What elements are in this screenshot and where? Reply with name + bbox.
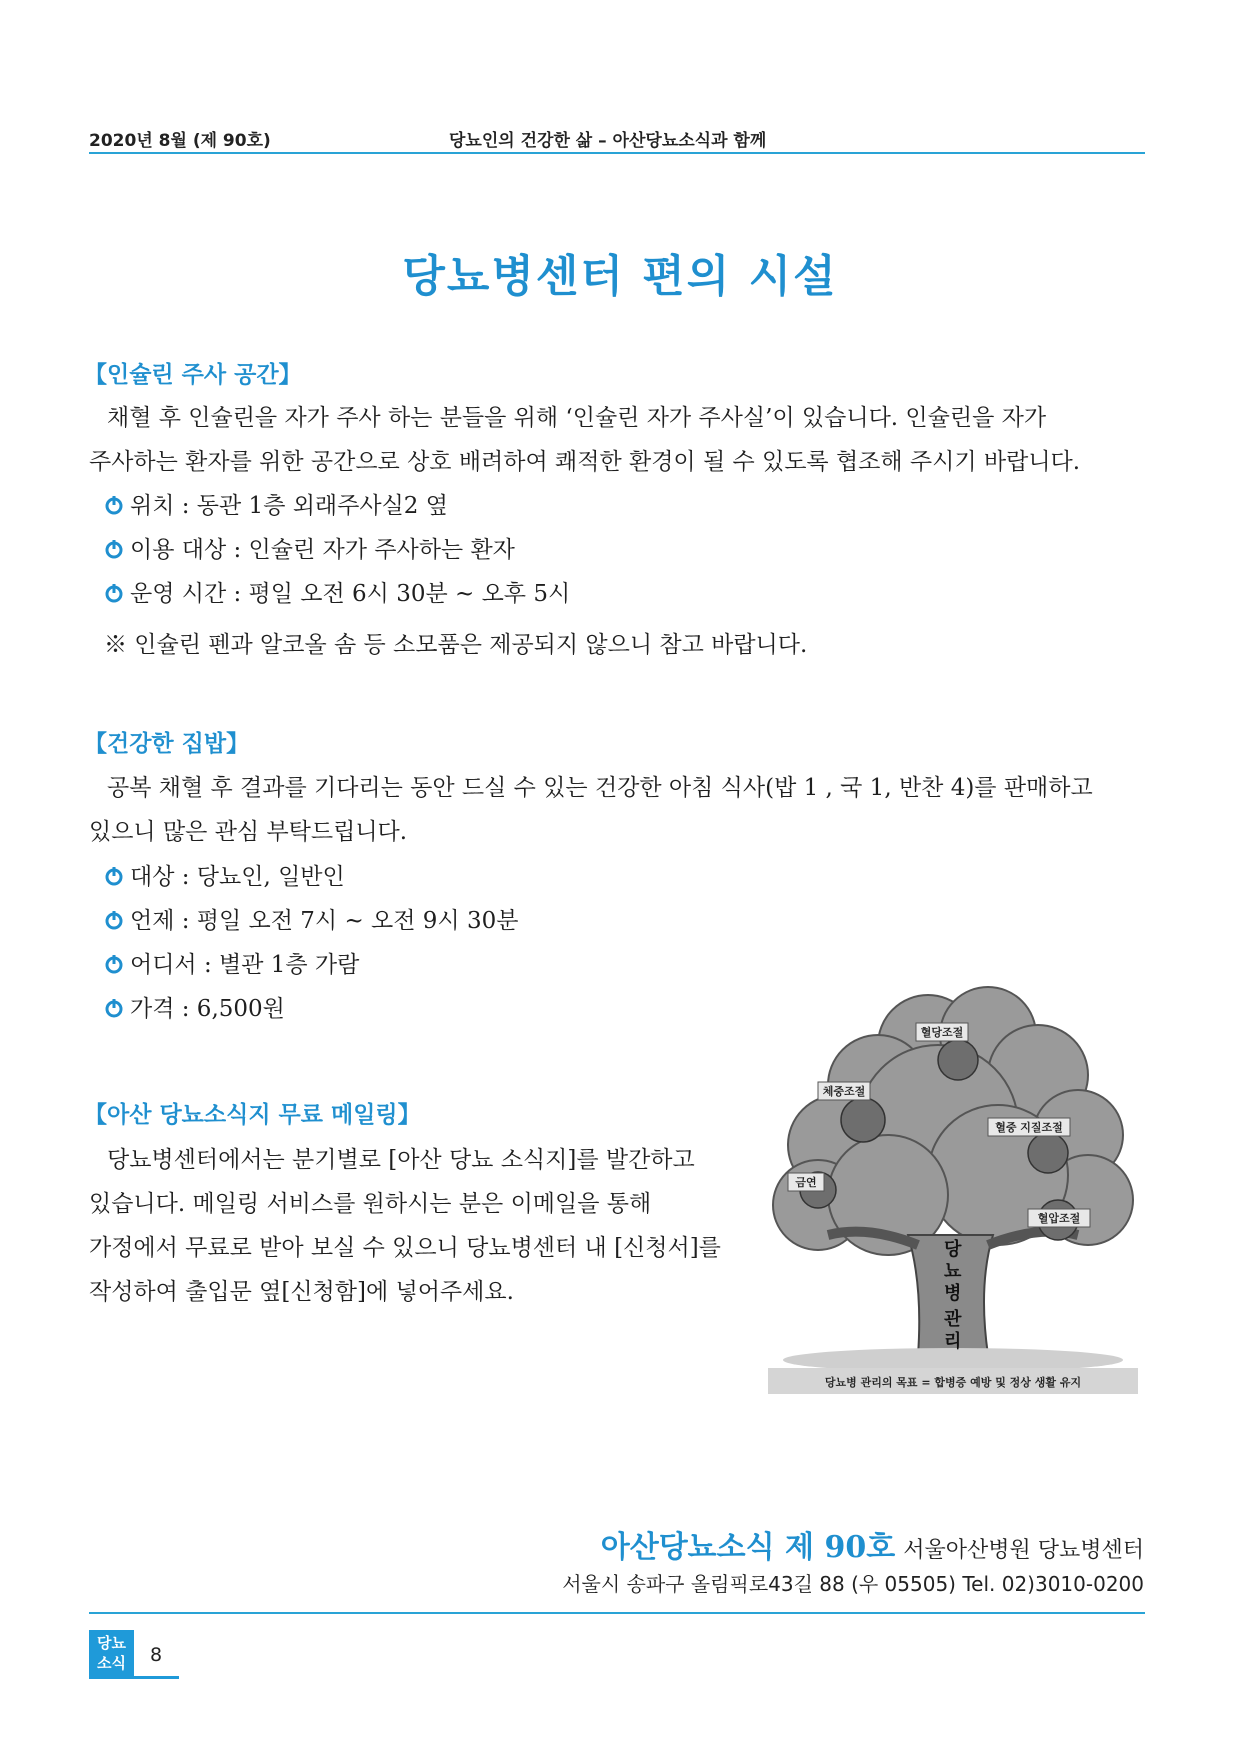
badge-line-1: 당뇨 — [97, 1634, 126, 1652]
item-label: 어디서 — [130, 952, 197, 978]
tree-trunk-label: 당 뇨 병 관 리 — [944, 1239, 962, 1352]
mailing-section-heading: 【아산 당뇨소식지 무료 메일링】 — [84, 1102, 421, 1128]
mailing-line: 작성하여 출입문 옆[신청함]에 넣어주세요. — [89, 1279, 514, 1305]
item-label: 언제 — [130, 908, 175, 934]
tree-label-blood-sugar: 혈당조절 — [920, 1026, 964, 1039]
meal-section-heading: 【건강한 집밥】 — [84, 731, 250, 757]
meal-line-2: 있으니 많은 관심 부탁드립니다. — [89, 819, 408, 845]
item-value: : 6,500원 — [174, 996, 285, 1022]
power-bullet-icon — [104, 866, 124, 886]
mailing-line: 가정에서 무료로 받아 보실 수 있으니 당뇨병센터 내 [신청서]를 — [89, 1235, 721, 1261]
tree-caption: 당뇨병 관리의 목표 = 합병증 예방 및 정상 생활 유지 — [824, 1376, 1082, 1389]
power-bullet-icon — [104, 495, 124, 515]
item-label: 위치 — [130, 493, 175, 519]
mailing-paragraph — [89, 1138, 739, 1314]
item-value: : 평일 오전 7시 ~ 오전 9시 30분 — [174, 908, 519, 934]
item-value: : 인슐린 자가 주사하는 환자 — [226, 537, 515, 563]
footer-brand: 아산당뇨소식 제 90호 — [600, 1530, 896, 1565]
running-header — [89, 126, 1145, 152]
tree-label-bp: 혈압조절 — [1037, 1212, 1081, 1225]
item-value: : 평일 오전 6시 30분 ~ 오후 5시 — [226, 581, 571, 607]
tree-label-lipid: 혈중 지질조절 — [995, 1121, 1063, 1134]
issue-date: 2020년 8월 (제 90호) — [89, 131, 271, 151]
meal-line-1: 공복 채혈 후 결과를 기다리는 동안 드실 수 있는 건강한 아침 식사(밥 1 , 국 1, 반찬 4)를 판매하고 — [107, 775, 1093, 801]
insulin-item-target — [104, 535, 515, 565]
item-value: : 동관 1층 외래주사실2 옆 — [174, 493, 448, 519]
insulin-paragraph — [89, 396, 1139, 484]
mailing-line: 당뇨병센터에서는 분기별로 [아산 당뇨 소식지]를 발간하고 — [107, 1147, 695, 1173]
insulin-item-location — [104, 491, 448, 521]
tree-label-weight: 체중조절 — [822, 1085, 866, 1098]
power-bullet-icon — [104, 539, 124, 559]
footer-org: 서울아산병원 당뇨병센터 — [903, 1538, 1144, 1563]
power-bullet-icon — [104, 910, 124, 930]
footer-brand-line — [601, 1522, 1144, 1566]
insulin-item-hours — [104, 579, 570, 609]
item-value: : 별관 1층 가람 — [196, 952, 360, 978]
tree-label-smoking: 금연 — [795, 1176, 817, 1189]
page-title: 당뇨병센터 편의 시설 — [402, 251, 838, 302]
insulin-line-2: 주사하는 환자를 위한 공간으로 상호 배려하여 쾌적한 환경이 될 수 있도록 협조해 주시기 바랍니다. — [89, 449, 1081, 475]
item-label: 운영 시간 — [130, 581, 227, 607]
power-bullet-icon — [104, 998, 124, 1018]
tree-image — [758, 985, 1148, 1400]
footer-rule — [89, 1612, 1145, 1614]
item-label: 가격 — [130, 996, 175, 1022]
power-bullet-icon — [104, 583, 124, 603]
item-label: 대상 — [130, 864, 175, 890]
page-number-rule — [89, 1676, 179, 1679]
page-number: 8 — [150, 1644, 163, 1666]
footer-address: 서울시 송파구 올림픽로43길 88 (우 05505) Tel. 02)3010-0200 — [562, 1572, 1144, 1596]
meal-paragraph — [89, 766, 1139, 854]
meal-item-target — [104, 862, 345, 892]
mailing-line: 있습니다. 메일링 서비스를 원하시는 분은 이메일을 통해 — [89, 1191, 652, 1217]
power-bullet-icon — [104, 954, 124, 974]
meal-item-price — [104, 994, 285, 1024]
item-value: : 당뇨인, 일반인 — [174, 864, 345, 890]
insulin-note: ※ 인슐린 펜과 알코올 솜 등 소모품은 제공되지 않으니 참고 바랍니다. — [104, 632, 808, 658]
badge-line-2: 소식 — [97, 1654, 126, 1672]
newsletter-badge — [89, 1630, 134, 1678]
diabetes-management-tree-illustration — [758, 985, 1148, 1400]
item-label: 이용 대상 — [130, 537, 227, 563]
meal-item-where — [104, 950, 359, 980]
insulin-section-heading: 【인슐린 주사 공간】 — [84, 362, 302, 388]
header-rule — [89, 152, 1145, 154]
meal-item-when — [104, 906, 518, 936]
insulin-line-1: 채혈 후 인슐린을 자가 주사 하는 분들을 위해 ‘인슐린 자가 주사실’이 있습니다. 인슐린을 자가 — [107, 405, 1047, 431]
running-title: 당뇨인의 건강한 삶 – 아산당뇨소식과 함께 — [449, 131, 767, 151]
